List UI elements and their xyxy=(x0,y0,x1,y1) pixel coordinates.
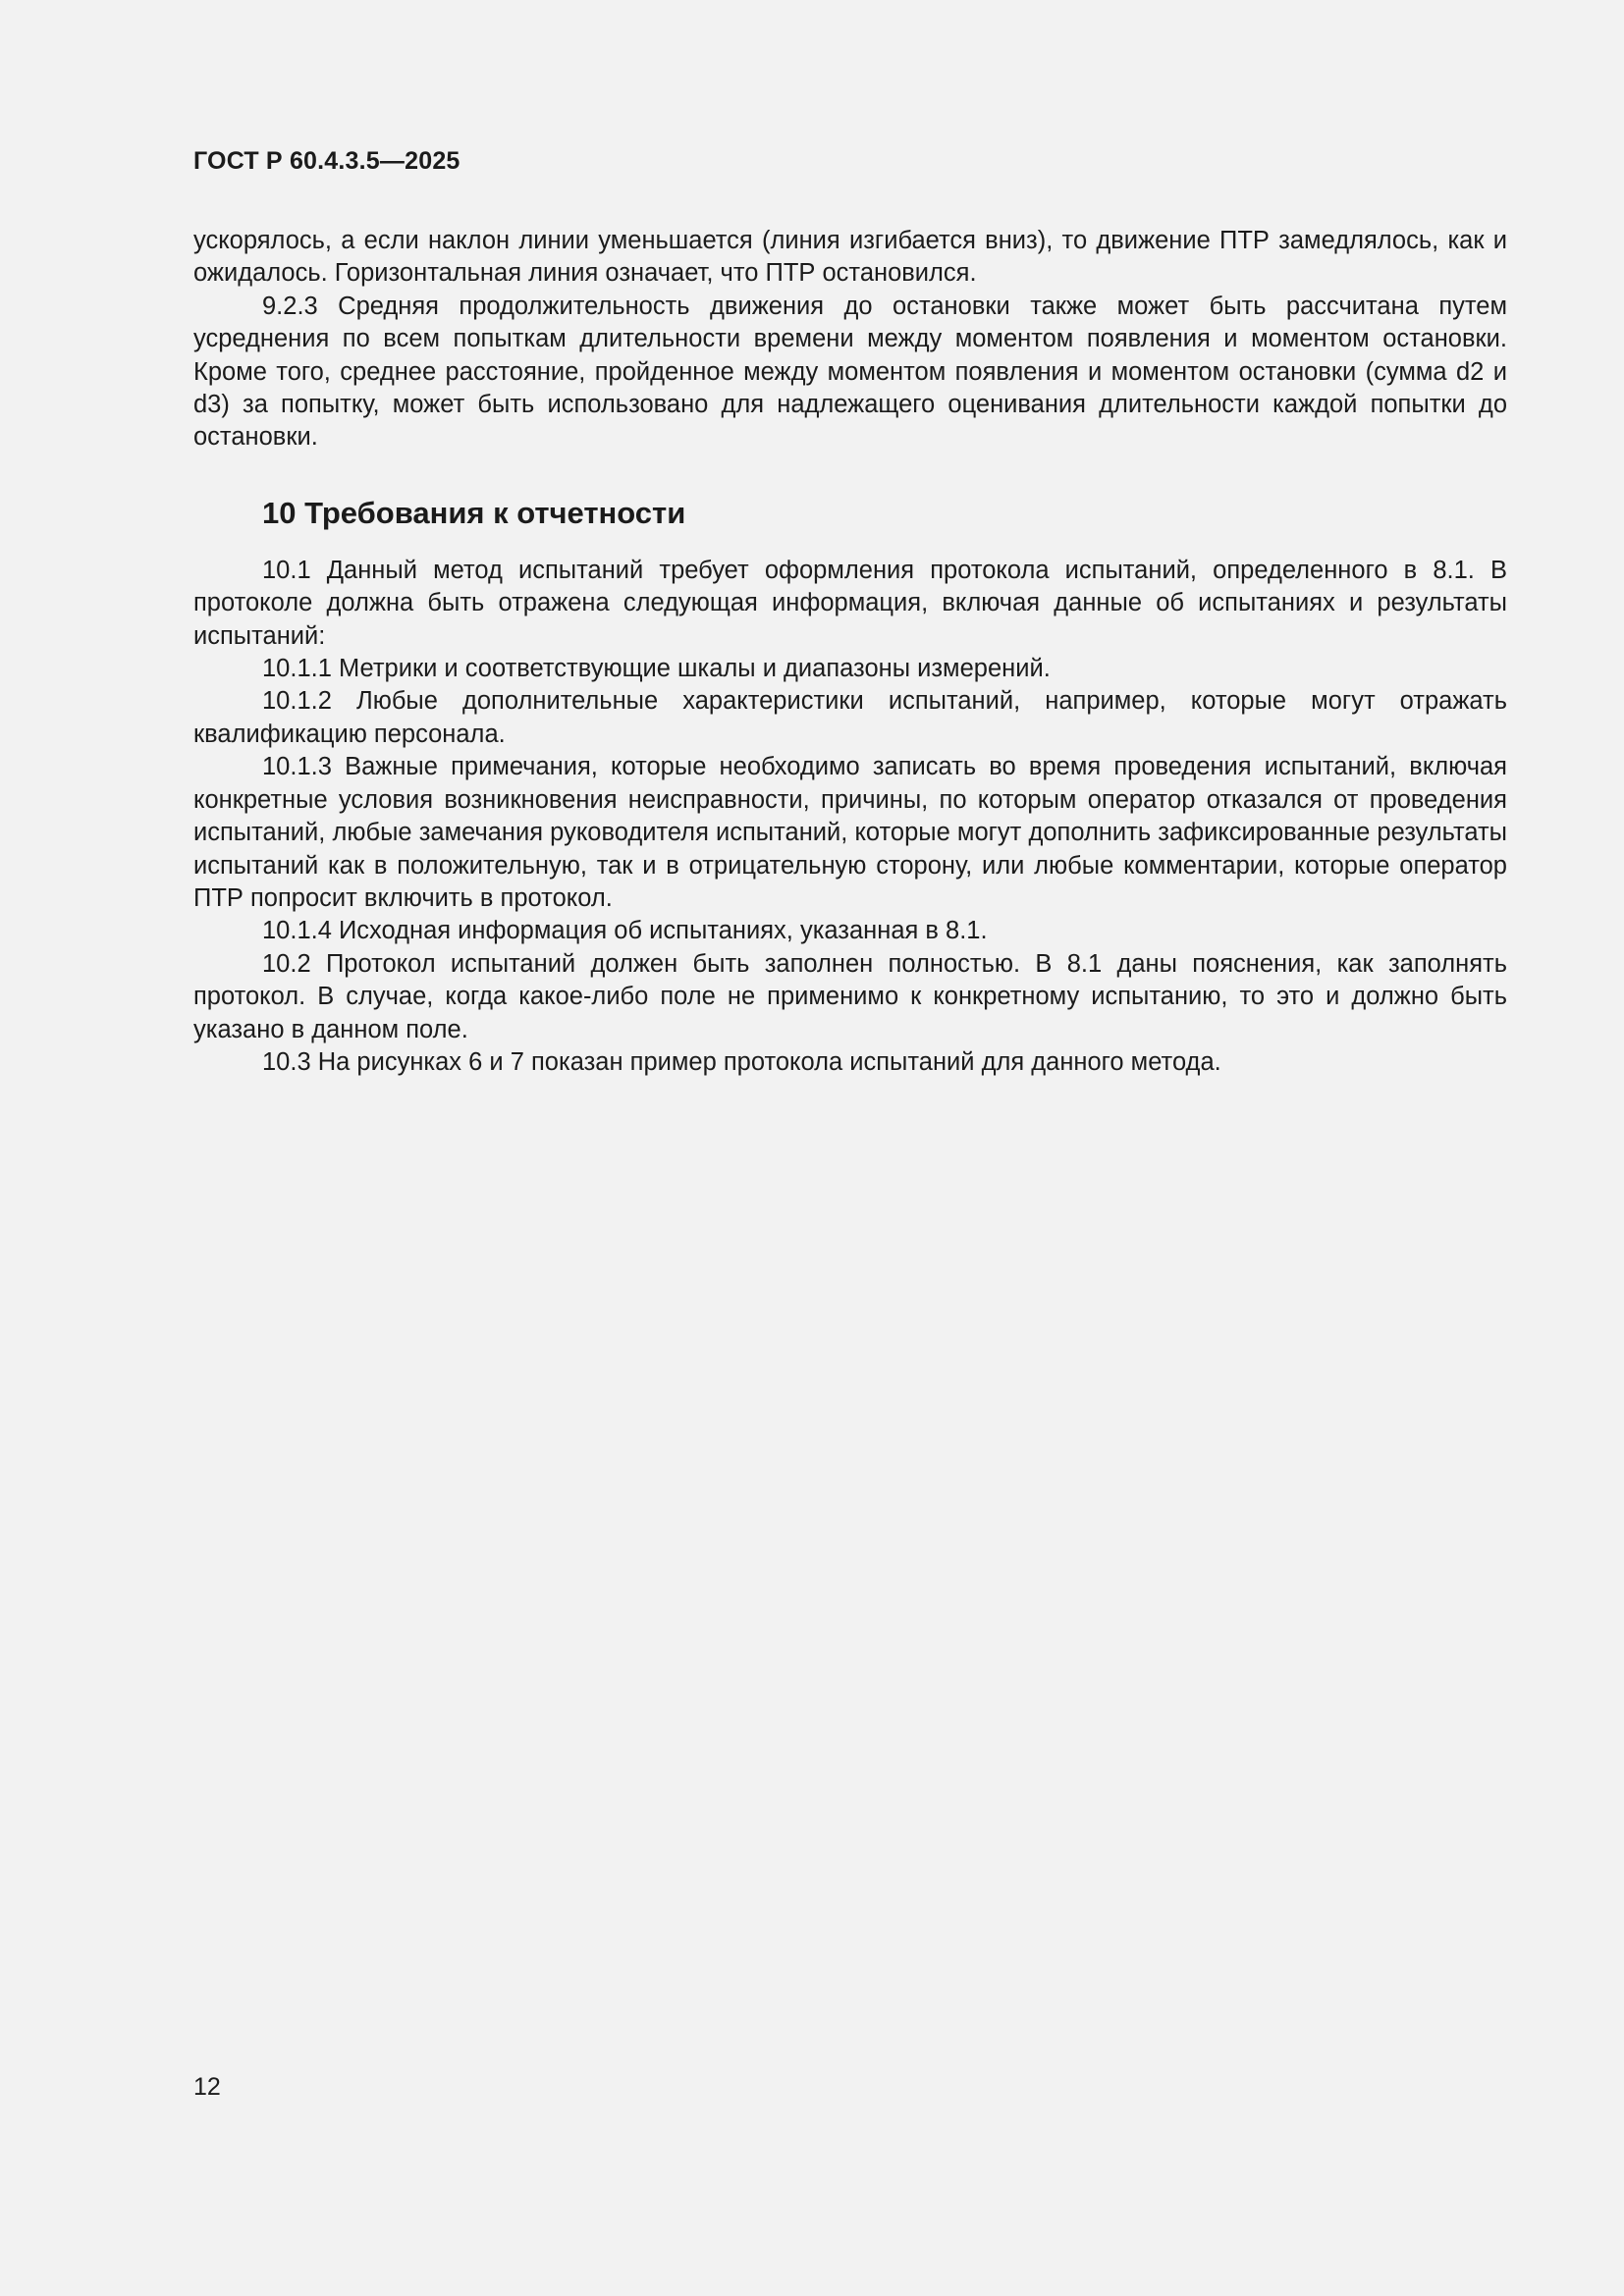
body-paragraph: 10.1 Данный метод испытаний требует оформления протокола испытаний, определенного в 8.1. В протоколе должна быть отражена следующая информация, включая данные об испытаниях и результаты испытаний: xyxy=(193,556,1507,650)
body-paragraph: 10.3 На рисунках 6 и 7 показан пример протокола испытаний для данного метода. xyxy=(262,1047,1221,1076)
body-paragraph: 10.1.1 Метрики и соответствующие шкалы и диапазоны измерений. xyxy=(262,655,1051,683)
page-number: 12 xyxy=(193,2073,221,2101)
section-heading: 10 Требования к отчетности xyxy=(262,495,686,530)
document-code-header: ГОСТ Р 60.4.3.5—2025 xyxy=(193,147,460,175)
body-paragraph: ускорялось, а если наклон линии уменьшается (линия изгибается вниз), то движение ПТР замедлялось, как и ожидалось. Горизонтальная линия означает, что ПТР остановился. xyxy=(193,227,1507,288)
document-body xyxy=(193,225,1507,1079)
body-paragraph: 10.1.2 Любые дополнительные характеристики испытаний, например, которые могут отражать квалификацию персонала. xyxy=(193,687,1507,748)
body-paragraph: 9.2.3 Средняя продолжительность движения до остановки также может быть рассчитана путем усреднения по всем попыткам длительности времени между моментом появления и моментом остановки. Кроме того, среднее расстояние, пройденное между моментом появления и моментом остановки (сумма d2 и d3) за попытку, может быть использовано для надлежащего оценивания длительности каждой попытки до остановки. xyxy=(193,292,1507,452)
body-paragraph: 10.1.3 Важные примечания, которые необходимо записать во время проведения испытаний, включая конкретные условия возникновения неисправности, причины, по которым оператор отказался от проведения испытаний, любые замечания руководителя испытаний, которые могут дополнить зафиксированные результаты испытаний как в положительную, так и в отрицательную сторону, или любые комментарии, которые оператор ПТР попросит включить в протокол. xyxy=(193,753,1507,912)
body-paragraph: 10.2 Протокол испытаний должен быть заполнен полностью. В 8.1 даны пояснения, как заполнять протокол. В случае, когда какое-либо поле не применимо к конкретному испытанию, то это и должно быть указано в данном поле. xyxy=(193,949,1507,1043)
body-paragraph: 10.1.4 Исходная информация об испытаниях, указанная в 8.1. xyxy=(262,917,988,945)
